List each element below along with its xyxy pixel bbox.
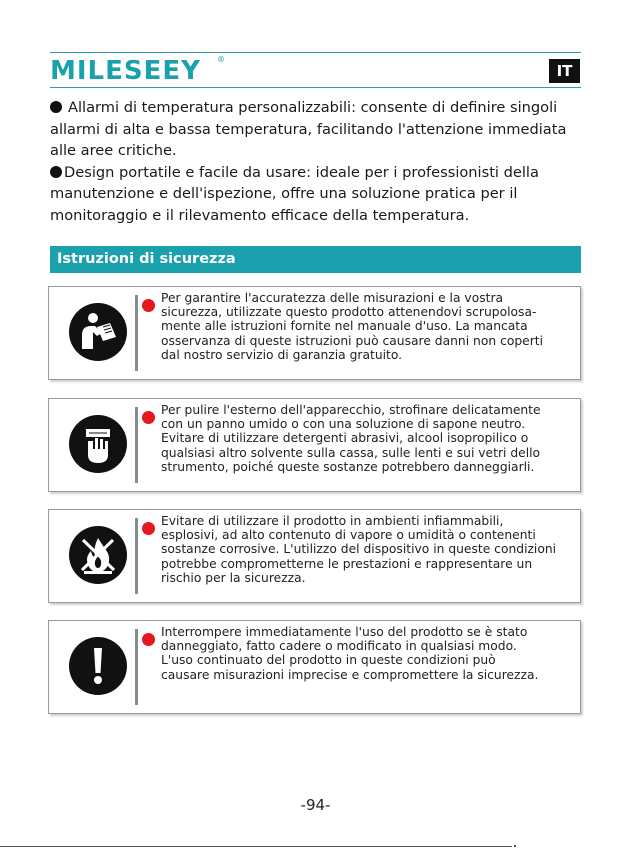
intro-paragraph xyxy=(50,162,585,227)
section-title: Istruzioni di sicurezza xyxy=(57,251,236,267)
card-divider xyxy=(135,518,138,594)
red-bullet-icon xyxy=(142,633,155,646)
brand-logo: MILESEEY xyxy=(50,56,201,86)
red-bullet-icon xyxy=(142,299,155,312)
card-text: Interrompere immediatamente l'uso del prodotto se è stato danneggiato, fatto cadere o modificato in qualsiasi modo. L'uso continuato del prodotto in queste condizioni può causare misurazioni imprecise e compromettere la sicurezza. xyxy=(161,625,539,682)
bullet-dot-icon xyxy=(50,166,62,178)
card-text: Per pulire l'esterno dell'apparecchio, strofinare delicatamente con un panno umido o con una soluzione di sapone neutro. Evitare di utilizzare detergenti abrasivi, alcool isopropilico o qualsiasi altro solvente sulla cassa, sulle lenti e sui vetri dello strumento, poiché queste sostanze potrebbero danneggiarli. xyxy=(161,403,541,474)
safety-card-damage xyxy=(48,620,581,714)
language-badge: IT xyxy=(549,59,580,83)
exclamation-icon xyxy=(69,637,127,695)
safety-card-manual xyxy=(48,286,581,380)
safety-card-environment xyxy=(48,509,581,603)
card-divider xyxy=(135,295,138,371)
intro-paragraph-1: Allarmi di temperatura personalizzabili: consente di definire singoli allarmi di alta e bassa temperatura, facilitando l'attenzione immediata alle aree critiche. xyxy=(50,99,567,159)
card-text: Evitare di utilizzare il prodotto in ambienti infiammabili, esplosivi, ad alto contenuto di vapore o umidità o contenenti sostanze corrosive. L'utilizzo del dispositivo in queste condizioni potrebbe comprometterne le prestazioni e rappresentare un rischio per la sicurezza. xyxy=(161,514,557,585)
page-number: -94- xyxy=(300,796,331,814)
intro-text xyxy=(50,97,585,226)
red-bullet-icon xyxy=(142,522,155,535)
footer-rule xyxy=(0,846,512,847)
intro-paragraph-2: Design portatile e facile da usare: ideale per i professionisti della manutenzione e dell'ispezione, offre una soluzione pratica per il monitoraggio e il rilevamento efficace della temperatura. xyxy=(50,163,539,224)
wipe-clean-icon xyxy=(69,415,127,473)
safety-card-cleaning xyxy=(48,398,581,492)
card-divider xyxy=(135,629,138,705)
card-text: Per garantire l'accuratezza delle misurazioni e la vostra sicurezza, utilizzate questo prodotto attenendovi scrupolosa- mente alle istruzioni fornite nel manuale d'uso. La mancata osservanza di queste istruzioni può causare danni non coperti dal nostro servizio di garanzia gratuito. xyxy=(161,291,544,362)
intro-paragraph xyxy=(50,97,585,162)
bullet-dot-icon xyxy=(50,101,62,113)
registered-mark: ® xyxy=(217,55,225,64)
header-rule-top xyxy=(50,52,581,53)
footer-mark xyxy=(514,845,516,847)
no-fire-icon xyxy=(69,526,127,584)
read-manual-icon xyxy=(69,303,127,361)
header-rule-bottom xyxy=(50,87,581,88)
red-bullet-icon xyxy=(142,411,155,424)
card-divider xyxy=(135,407,138,483)
